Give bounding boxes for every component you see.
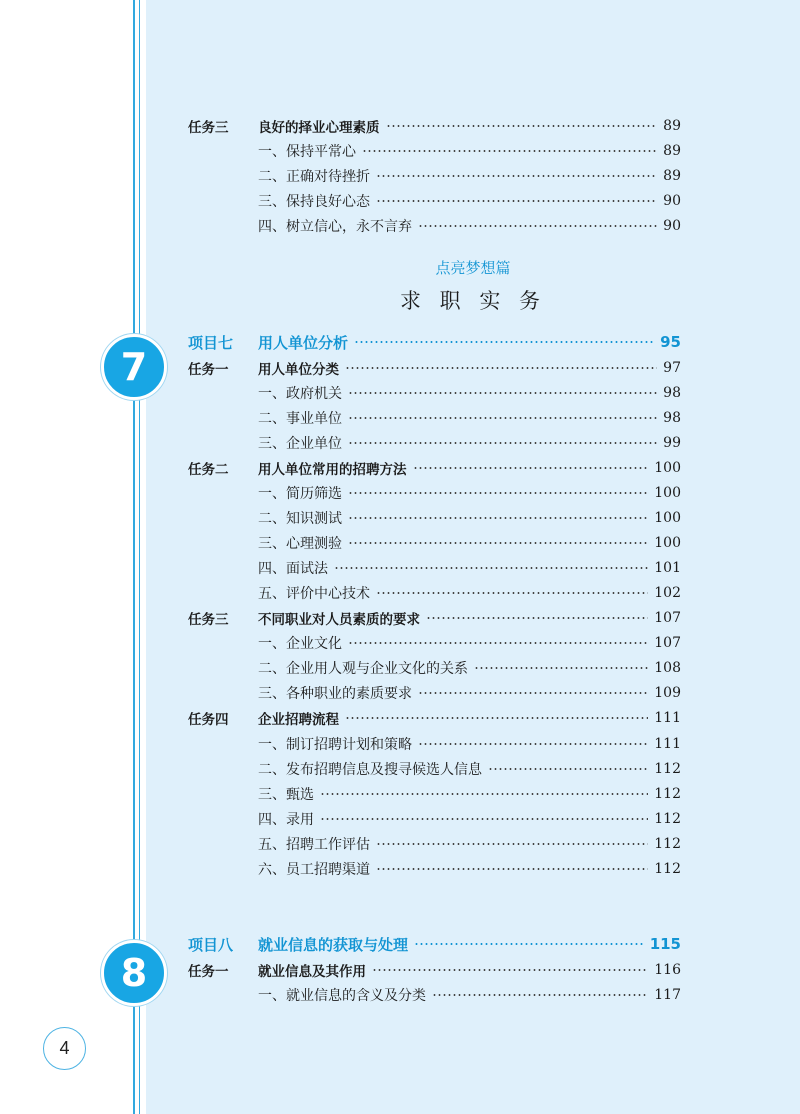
- toc-entry-subsection[interactable]: [188, 732, 681, 756]
- toc-entry-subsection[interactable]: [188, 481, 681, 505]
- toc-title: 一、政府机关: [258, 386, 342, 402]
- leader-dots: [376, 592, 648, 594]
- toc-page: 89: [663, 143, 681, 159]
- leader-dots: [348, 492, 648, 494]
- toc-entry-subsection[interactable]: [188, 656, 681, 680]
- toc-title: 一、企业文化: [258, 636, 342, 652]
- toc-entry-subsection[interactable]: [188, 807, 681, 831]
- toc-title: 三、心理测验: [258, 536, 342, 552]
- leader-dots: [320, 818, 648, 820]
- leader-dots: [386, 125, 658, 127]
- toc-page: 98: [663, 385, 681, 401]
- toc-page: 107: [654, 610, 681, 626]
- toc-title: 四、录用: [258, 812, 314, 828]
- leader-dots: [474, 667, 648, 669]
- leader-dots: [414, 943, 644, 945]
- toc-label: 任务三: [188, 612, 229, 628]
- toc-entry-subsection[interactable]: [188, 631, 681, 655]
- toc-title: 四、面试法: [258, 561, 328, 577]
- toc-page: 112: [654, 861, 681, 877]
- toc-title: 五、评价中心技术: [258, 586, 370, 602]
- toc-entry-subsection[interactable]: [188, 857, 681, 881]
- toc-label: 项目七: [188, 333, 234, 352]
- leader-dots: [372, 969, 648, 971]
- leader-dots: [376, 175, 657, 177]
- project-7-badge: 7: [101, 334, 167, 400]
- toc-entry-subsection[interactable]: [188, 164, 681, 188]
- toc-page: 100: [654, 460, 681, 476]
- toc-title: 用人单位常用的招聘方法: [258, 462, 407, 478]
- leader-dots: [418, 743, 648, 745]
- leader-dots: [418, 225, 657, 227]
- toc-label: 任务一: [188, 362, 229, 378]
- toc-title: 二、知识测试: [258, 511, 342, 527]
- toc-title: 二、事业单位: [258, 411, 342, 427]
- leader-dots: [488, 768, 648, 770]
- toc-entry-subsection[interactable]: [188, 381, 681, 405]
- toc-entry-task[interactable]: [188, 958, 681, 982]
- leader-dots: [354, 341, 654, 343]
- toc-title: 不同职业对人员素质的要求: [258, 612, 420, 628]
- toc-entry-subsection[interactable]: [188, 832, 681, 856]
- leader-dots: [348, 642, 648, 644]
- toc-entry-task[interactable]: [188, 606, 681, 630]
- leader-dots: [334, 567, 648, 569]
- section-label: 点亮梦想篇: [435, 259, 511, 277]
- toc-page: 112: [654, 836, 681, 852]
- toc-title: 三、企业单位: [258, 436, 342, 452]
- toc-title: 一、制订招聘计划和策略: [258, 737, 412, 753]
- leader-dots: [376, 868, 648, 870]
- leader-dots: [376, 843, 648, 845]
- toc-title: 良好的择业心理素质: [258, 120, 380, 136]
- toc-title: 三、甄选: [258, 787, 314, 803]
- toc-label: 项目八: [188, 935, 234, 954]
- toc-title: 二、企业用人观与企业文化的关系: [258, 661, 468, 677]
- toc-title: 一、保持平常心: [258, 144, 356, 160]
- toc-page: 90: [663, 218, 681, 234]
- toc-entry-subsection[interactable]: [188, 431, 681, 455]
- toc-page: 95: [660, 333, 681, 351]
- toc-page: 100: [654, 510, 681, 526]
- toc-title: 六、员工招聘渠道: [258, 862, 370, 878]
- toc-page: 112: [654, 761, 681, 777]
- toc-entry-subsection[interactable]: [188, 681, 681, 705]
- toc-entry-task[interactable]: [188, 356, 681, 380]
- toc-entry-task[interactable]: [188, 706, 681, 730]
- toc-page: 109: [654, 685, 681, 701]
- toc-page: 107: [654, 635, 681, 651]
- toc-title: 五、招聘工作评估: [258, 837, 370, 853]
- toc-entry-subsection[interactable]: [188, 556, 681, 580]
- toc-page: 101: [654, 560, 681, 576]
- toc-entry-subsection[interactable]: [188, 757, 681, 781]
- toc-page: 100: [654, 485, 681, 501]
- toc-label: 任务一: [188, 964, 229, 980]
- leader-dots: [348, 417, 657, 419]
- leader-dots: [426, 617, 648, 619]
- leader-dots: [348, 392, 657, 394]
- toc-page: 115: [649, 935, 681, 953]
- leader-dots: [348, 442, 657, 444]
- leader-dots: [348, 542, 648, 544]
- project-8-badge: 8: [101, 940, 167, 1006]
- leader-dots: [320, 793, 648, 795]
- toc-page: 97: [663, 360, 681, 376]
- toc-page: 102: [654, 585, 681, 601]
- toc-entry-subsection[interactable]: [188, 214, 681, 238]
- toc-title: 三、各种职业的素质要求: [258, 686, 412, 702]
- toc-page: 98: [663, 410, 681, 426]
- toc-entry-subsection[interactable]: [188, 139, 681, 163]
- toc-entry-subsection[interactable]: [188, 189, 681, 213]
- leader-dots: [376, 200, 657, 202]
- toc-entry-subsection[interactable]: [188, 581, 681, 605]
- toc-page: 100: [654, 535, 681, 551]
- section-title: 求 职 实 务: [399, 289, 547, 313]
- toc-page: 111: [654, 710, 681, 726]
- toc-page: 117: [654, 987, 681, 1003]
- toc-title: 一、简历筛选: [258, 486, 342, 502]
- toc-entry-subsection[interactable]: [188, 406, 681, 430]
- toc-entry-subsection[interactable]: [188, 531, 681, 555]
- leader-dots: [362, 150, 657, 152]
- toc-page: 89: [663, 118, 681, 134]
- toc-entry-subsection[interactable]: [188, 506, 681, 530]
- leader-dots: [418, 692, 648, 694]
- leader-dots: [432, 994, 648, 996]
- toc-label: 任务四: [188, 712, 229, 728]
- toc-title: 四、树立信心，永不言弃: [258, 219, 412, 235]
- toc-entry-task[interactable]: [188, 114, 681, 138]
- toc-entry-project[interactable]: [188, 330, 681, 354]
- toc-page: 111: [654, 736, 681, 752]
- page-number: 4: [43, 1027, 86, 1070]
- toc-title: 二、发布招聘信息及搜寻候选人信息: [258, 762, 482, 778]
- toc-title: 三、保持良好心态: [258, 194, 370, 210]
- toc-title: 企业招聘流程: [258, 712, 339, 728]
- toc-label: 任务三: [188, 120, 229, 136]
- toc-title: 用人单位分类: [258, 362, 339, 378]
- leader-dots: [413, 467, 649, 469]
- toc-title: 就业信息的获取与处理: [258, 935, 409, 954]
- toc-entry-subsection[interactable]: [188, 983, 681, 1007]
- toc-title: 就业信息及其作用: [258, 964, 366, 980]
- toc-page: 112: [654, 811, 681, 827]
- toc-label: 任务二: [188, 462, 229, 478]
- toc-page: 90: [663, 193, 681, 209]
- toc-page: 116: [654, 962, 681, 978]
- toc-entry-task[interactable]: [188, 456, 681, 480]
- toc-page: 89: [663, 168, 681, 184]
- toc-page: 99: [663, 435, 681, 451]
- toc-page: 108: [654, 660, 681, 676]
- toc-entry-project[interactable]: [188, 932, 681, 956]
- toc-title: 二、正确对待挫折: [258, 169, 370, 185]
- leader-dots: [345, 367, 657, 369]
- leader-dots: [345, 717, 648, 719]
- leader-dots: [348, 517, 648, 519]
- toc-title: 用人单位分析: [258, 333, 349, 352]
- toc-title: 一、就业信息的含义及分类: [258, 988, 426, 1004]
- toc-entry-subsection[interactable]: [188, 782, 681, 806]
- toc-page: 112: [654, 786, 681, 802]
